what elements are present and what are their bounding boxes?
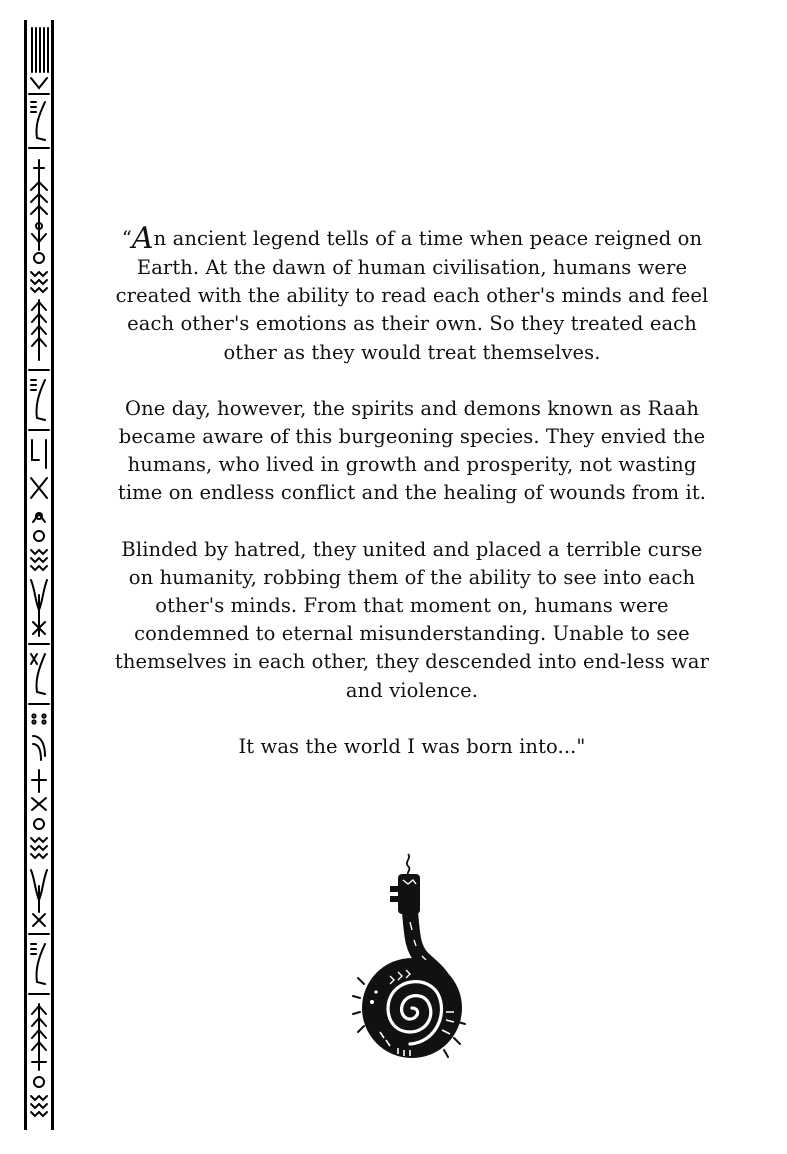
paragraph-3: Blinded by hatred, they united and placed a terrible curse on humanity, robbing them of the ability to see into each other's minds. From that moment on, humans were condemned to eternal misunderstanding. Unable to see themselves in each other, they descended into end-less war and violence. [114,537,710,702]
legend-text [108,221,716,789]
glyph-column [27,20,51,1130]
serpent-drawing [350,852,474,1062]
coiled-serpent-icon [350,852,474,1062]
closing-line: It was the world I was born into..." [238,734,586,758]
paragraph-1 [108,221,716,367]
drop-cap: A [131,221,154,256]
paragraph-2: One day, however, the spirits and demons known as Raah became aware of this burgeoning species. They envied the humans, who lived in growth and prosperity, not wasting time on endless conflict and the healing of wounds from it. [117,396,707,505]
paragraph-1-text: n ancient legend tells of a time when peace reigned on Earth. At the dawn of human civilisation, humans were created with the ability to read each other's minds and feel each other's emotions as their own. So they treated each other as they would treat themselves. [115,227,709,364]
tribal-glyph-border-icon [24,20,54,1130]
opening-quote: “ [121,227,132,250]
